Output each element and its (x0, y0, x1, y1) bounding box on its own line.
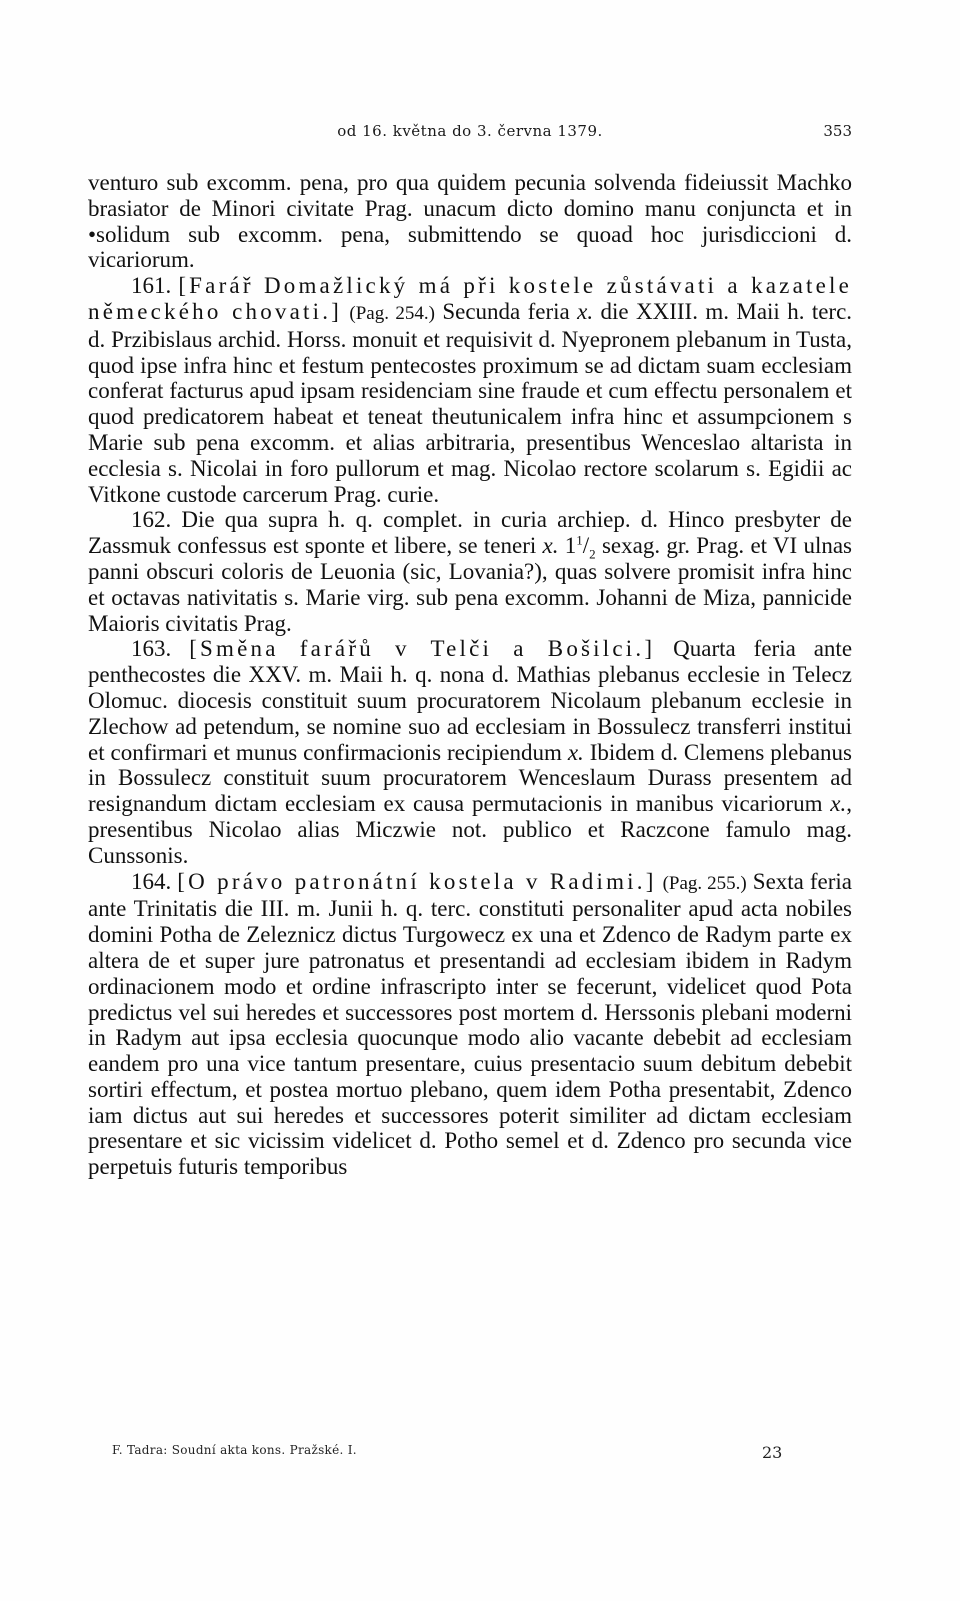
page-number: 353 (823, 122, 852, 140)
czech-heading: [Směna farářů v Telči a Bošilci.] (189, 636, 656, 662)
entry-text: Secunda feria (442, 298, 570, 324)
entry-text: die XXIII. m. Maii h. terc. d. Przibislaus archid. Horss. monuit et requisivit d. Nyepronem plebanum in Tusta, quod ipse infra hinc et festum pentecostes proximum se ad dictam suam ecclesiam conferat facturus apud ipsam residenciam sine fraude et cum effectu personalem et quod predicatorem habeat et teneat theutunicalem infra hinc et assumpcionem s Marie sub pena excomm. et alias arbitraria, presentibus Wenceslao altarista in ecclesia s. Nicolai in foro pullorum et mag. Nicolao rectore scolarum s. Egidii ac Vitkone custode carcerum Prag. curie. (88, 298, 853, 507)
czech-heading: [Farář Domažlický má při kostele zůstávati a kazatele německého chovati.] (88, 273, 853, 324)
entry-164 (88, 869, 852, 1181)
entry-text: Ibidem d. Clemens plebanus in Bossulecz constituit suum procuratorem Wenceslaum Durass presentem ad resignandum dictam ecclesiam ex causa permutacionis in manibus vicariorum (88, 739, 853, 817)
page-reference: (Pag. 254.) (349, 302, 435, 324)
entry-text: Quarta feria ante penthecostes die XXV. m. Maii h. q. nona d. Mathias plebanus ecclesie in Telecz Olomuc. diocesis constituit suum procuratorem Nicolaum plebanum ecclesie in Zlechow ad petendum, se nomine suo ad ecclesiam in Bossulecz transferri institui et confirmari et munus confirmacionis recipiendum (88, 636, 853, 765)
page-footer (112, 1443, 792, 1467)
abbreviation-mark: x. (542, 533, 559, 559)
entry-number: 164. (131, 868, 172, 894)
paragraph-text: venturo sub excomm. pena, pro qua quidem pecunia solvenda fideiussit Machko brasiator de Minori civitate Prag. unacum dicto domino manu conjuncta et in •solidum sub excomm. pena, submittendo se quoad hoc jurisdiccioni d. vicariorum. (88, 170, 852, 273)
czech-heading: [O právo patronátní kostela v Radimi.] (177, 868, 657, 894)
header-title: od 16. května do 3. června 1379. (337, 122, 603, 140)
entry-161 (88, 273, 852, 507)
entry-number: 163. (131, 636, 172, 662)
entry-number: 162. (131, 507, 172, 533)
entry-text: Die qua supra h. q. complet. in curia archiep. d. Hinco presbyter de Zassmuk confessus est sponte et libere, se teneri (88, 507, 852, 559)
entry-text: sexag. gr. Prag. et VI ulnas panni obscuri coloris de Leuonia (sic, Lovania?), quas solvere promisit infra hinc et octavas nativitatis s. Marie virg. sub pena excomm. Johanni de Miza, pannicide Maioris civitatis Prag. (88, 533, 853, 636)
page-reference: (Pag. 255.) (662, 872, 747, 894)
entry-number: 161. (131, 273, 172, 299)
printer-signature: 23 (762, 1443, 783, 1462)
source-citation: F. Tadra: Soudní akta kons. Pražské. I. (112, 1443, 357, 1457)
fraction: $1^1/_2$ (564, 532, 596, 562)
entry-text: , presentibus Nicolao alias Miczwie not. publico et Raczcone famulo mag. Cunssonis. (88, 791, 853, 868)
entry-162 (88, 507, 852, 636)
abbreviation-mark: x. (567, 739, 584, 765)
entry-163 (88, 636, 852, 868)
entry-text: Sexta feria ante Trinitatis die III. m. Junii h. q. terc. constituti personaliter apud acta nobiles domini Potha de Zeleznicz dictus Turgowecz ex una et Zdenco de Radym parte ex altera de et super jure patronatus et presentandi ad ecclesiam ibidem in Radym ordinacionem modo et ordine infrascripto inter se fecerunt, videlicet quod Pota predictus vel sui heredes et successores post mortem d. Herssonis plebani moderni in Radym aut ipsa ecclesia quocunque modo alio vacante debebit ad ecclesiam eandem pro una vice tantum presentare, cuius presentacio suum debitum debebit sortiri effectum, et postea mortuo plebano, quem idem Potha presentabit, Zdenco iam dictus aut sui heredes et successores poterit similiter ad dictam ecclesiam presentare et sic vicissim videlicet d. Potho semel et d. Zdenco pro secunda vice perpetuis futuris temporibus (88, 868, 853, 1180)
running-header (88, 122, 852, 146)
document-body (88, 170, 852, 1180)
abbreviation-mark: x. (830, 791, 847, 817)
abbreviation-mark: x. (577, 298, 594, 324)
paragraph-continued (88, 170, 852, 273)
